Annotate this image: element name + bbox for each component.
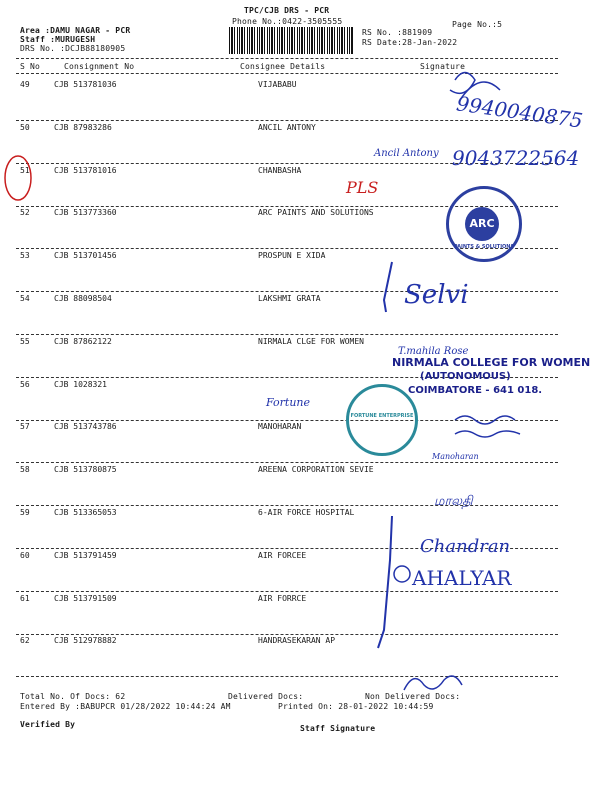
row-sno: 62 [20, 636, 30, 645]
scribble-57 [455, 431, 520, 437]
row-consignee: AIR FORCEE [258, 551, 307, 560]
row-consignee: CHANBASHA [258, 166, 302, 175]
row-sno: 52 [20, 208, 30, 217]
row-consignee: HANDRASEKARAN AP [258, 636, 336, 645]
non-delivered-docs: Non Delivered Docs: [365, 692, 461, 701]
row-consignment: CJB 513791509 [54, 594, 117, 603]
stamp-arc-ring: PAINTS & SOLUTIONS [453, 244, 515, 250]
page-number: Page No.:5 [452, 20, 503, 29]
row-consignee: ARC PAINTS AND SOLUTIONS [258, 208, 374, 217]
stamp-nirmala-line3: COIMBATORE - 641 018. [408, 385, 543, 396]
drs-number: DRS No. :DCJB88180905 [20, 44, 126, 53]
col-signature: Signature [420, 62, 466, 71]
total-docs: Total No. Of Docs: 62 [20, 692, 126, 701]
stamp-arc [446, 186, 522, 262]
staff: Staff :MURUGESH [20, 35, 96, 44]
footer-signature [404, 676, 462, 690]
row-sno: 49 [20, 80, 30, 89]
row-consignee: AIR FORRCE [258, 594, 307, 603]
handwritten-phone-50: 9043722564 [452, 146, 580, 170]
row-sno: 57 [20, 422, 30, 431]
row-consignment: CJB 513365053 [54, 508, 117, 517]
handwritten-nirmala: T.mahila Rose [398, 346, 469, 357]
row-consignee: AREENA CORPORATION SEVIE [258, 465, 374, 474]
stamp-fortune-text: FORTUNE ENTERPRISE [350, 413, 414, 419]
row-consignee: MANOHARAN [258, 422, 302, 431]
signature-54-stroke [384, 262, 392, 312]
handwritten-phone-49: 9940040875 [454, 91, 585, 133]
phone-number: Phone No.:0422-3505555 [232, 17, 343, 26]
rs-date: RS Date:28-Jan-2022 [362, 38, 458, 47]
row-sno: 53 [20, 251, 30, 260]
col-consignment: Consignment No [64, 62, 135, 71]
area: Area :DAMU NAGAR - PCR [20, 26, 131, 35]
handwritten-manoharan: Manoharan [432, 452, 479, 461]
row-consignment: CJB 513743786 [54, 422, 117, 431]
red-circle-51 [5, 156, 31, 200]
handwritten-ahalyar: AHALYAR [412, 566, 512, 590]
stamp-nirmala-line1: NIRMALA COLLEGE FOR WOMEN [392, 356, 591, 369]
row-sno: 51 [20, 166, 30, 175]
report-title: TPC/CJB DRS - PCR [244, 6, 330, 15]
scribble-56 [455, 416, 515, 424]
signature-59-stroke [378, 516, 392, 648]
col-sno: S No [20, 62, 41, 71]
row-consignee: 6-AIR FORCE HOSPITAL [258, 508, 355, 517]
row-sno: 60 [20, 551, 30, 560]
row-consignment: CJB 1028321 [54, 380, 107, 389]
col-consignee: Consignee Details [240, 62, 326, 71]
row-consignment: CJB 88098504 [54, 294, 112, 303]
row-sno: 58 [20, 465, 30, 474]
row-consignee: LAKSHMI GRATA [258, 294, 321, 303]
handwritten-ancil: Ancil Antony [374, 148, 439, 159]
row-consignment: CJB 513791459 [54, 551, 117, 560]
row-consignment: CJB 87983286 [54, 123, 112, 132]
handwritten-pls: PLS [346, 178, 379, 197]
handwritten-chandran: Chandran [420, 536, 511, 557]
row-sno: 59 [20, 508, 30, 517]
row-consignment: CJB 513773360 [54, 208, 117, 217]
entered-by: Entered By :BABUPCR 01/28/2022 10:44:24 AM [20, 702, 231, 711]
handwritten-fortune: Fortune [266, 396, 311, 409]
row-sno: 54 [20, 294, 30, 303]
row-consignment: CJB 513781016 [54, 166, 117, 175]
stamp-fortune [346, 384, 418, 456]
handwritten-selvi: Selvi [404, 280, 469, 310]
row-consignee: ANCIL ANTONY [258, 123, 316, 132]
row-sno: 55 [20, 337, 30, 346]
row-sno: 61 [20, 594, 30, 603]
row-consignment: CJB 513781036 [54, 80, 117, 89]
stamp-nirmala-line2: (AUTONOMOUS) [420, 371, 511, 382]
delivered-docs: Delivered Docs: [228, 692, 304, 701]
rs-number: RS No. :881909 [362, 28, 433, 37]
stamp-arc-center: ARC [465, 207, 499, 241]
row-sno: 56 [20, 380, 30, 389]
row-consignment: CJB 513780875 [54, 465, 117, 474]
row-sno: 50 [20, 123, 30, 132]
row-consignment: CJB 513701456 [54, 251, 117, 260]
row-consignee: VIJABABU [258, 80, 297, 89]
row-consignee: PROSPUN E XIDA [258, 251, 326, 260]
row-consignment: CJB 87862122 [54, 337, 112, 346]
row-consignment: CJB 512978882 [54, 636, 117, 645]
staff-signature: Staff Signature [300, 724, 376, 733]
row-consignee: NIRMALA CLGE FOR WOMEN [258, 337, 364, 346]
handwritten-tamil: மாலதி [434, 494, 473, 509]
verified-by: Verified By [20, 720, 76, 729]
printed-on: Printed On: 28-01-2022 10:44:59 [278, 702, 434, 711]
ink-circle-60 [394, 566, 410, 582]
